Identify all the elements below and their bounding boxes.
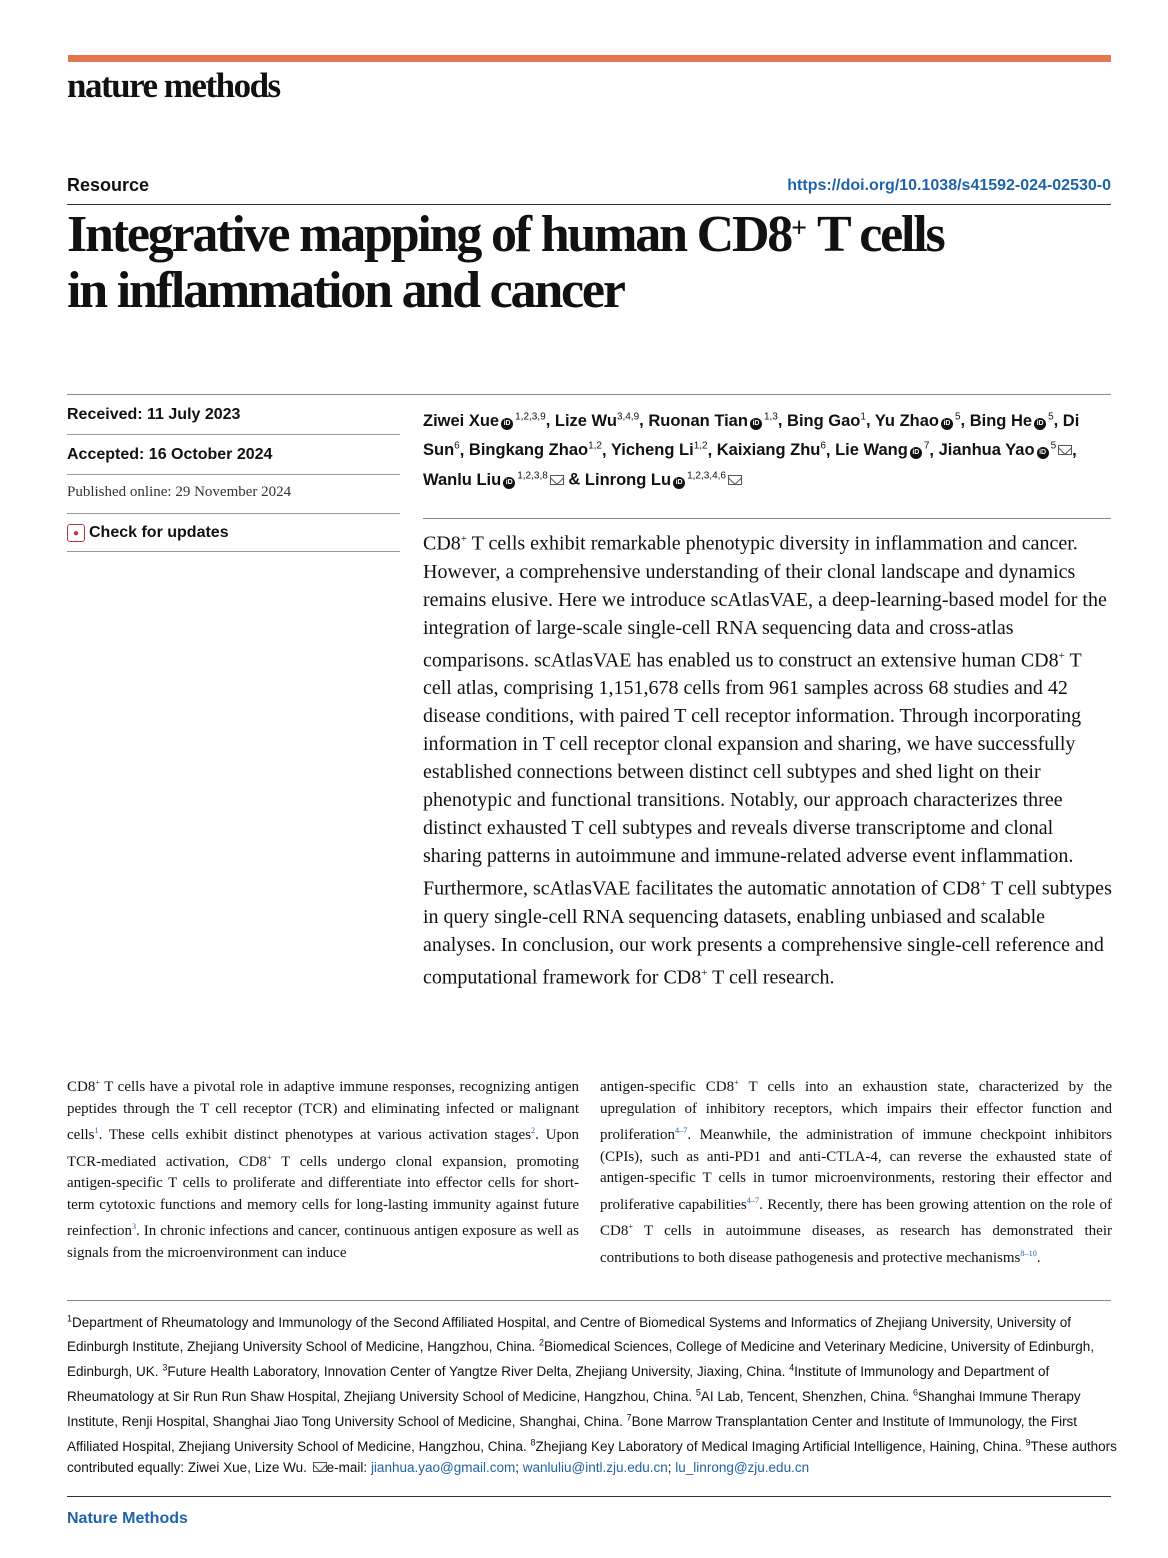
author-name: Linrong Lu [584,470,672,489]
body-text-left: CD8+ T cells have a pivotal role in adaptive immune responses, recognizing antigen peptides through the T cell receptor (TCR) and eliminating infected or malignant cells$^1$. These cells exhibit distinct phenotypes at various activation stages$^2$. Upon TCR-mediated activation, CD8+ T cells undergo clonal expansion, promoting antigen-specific T cells to proliferate and differentiate into effector cells for short-term cytotoxic functions and memory cells for long-lasting immunity against future reinfection$^3$. In chronic infections and cancer, continuous antigen exposure as well as signals from the microenvironment can induce [67,1078,579,1261]
author[interactable] [611,441,708,459]
mail-icon[interactable] [1058,445,1072,455]
check-updates-icon: ● [67,524,85,542]
author[interactable] [970,412,1054,430]
top-accent-bar [68,55,1111,62]
orcid-icon[interactable]: iD [1037,447,1049,459]
meta-divider [67,513,400,514]
meta-divider [67,434,400,435]
author-affiliation: 1,2 [588,440,602,452]
published-date: Published online: 29 November 2024 [67,484,292,500]
author-affiliation: 6 [454,440,460,452]
author[interactable] [835,441,929,459]
body-column-left [67,1072,579,1264]
author-name: Yicheng Li [610,441,694,459]
author-affiliation: 1,2,3,8 [517,470,548,481]
author-name: Yu Zhao [874,411,939,430]
author-name: Lize Wu [554,411,617,430]
author[interactable] [585,471,742,489]
footer-rule [67,1496,1111,1497]
affiliation-text: $^1$Department of Rheumatology and Immunology of the Second Affiliated Hospital, and Centre of Biomedical Systems and Informatics of Zhejiang University, University of Edinburgh Institute, Zhejiang University School of Medicine, Hangzhou, China. $^2$Biomedical Sciences, College of Medicine and Veterinary Medicine, University of Edinburgh, Edinburgh, UK. $^3$Future Health Laboratory, Innovation Center of Yangtze River Delta, Zhejiang University, Jiaxing, China. $^4$Institute of Immunology and Department of Rheumatology at Sir Run Run Shaw Hospital, Zhejiang University School of Medicine, Hangzhou, China. $^5$AI Lab, Tencent, Shenzhen, China. $^6$Shanghai Immune Therapy Institute, Renji Hospital, Shanghai Jiao Tong University School of Medicine, Shanghai, China. $^7$Bone Marrow Transplantation Center and Institute of Immunology, the First Affiliated Hospital, Zhejiang University School of Medicine, Hangzhou, China. $^8$Zhejiang Key Laboratory of Medical Imaging Artificial Intelligence, Haining, China. $^9$These authors contributed equally: Ziwei Xue, Lize Wu. [67,1313,1117,1476]
author-affiliation: 7 [923,440,930,452]
author[interactable] [423,412,546,430]
author-affiliation: 3,4,9 [616,411,640,422]
title-rule [67,394,1111,395]
email-link[interactable]: lu_linrong@zju.edu.cn [675,1460,810,1476]
author-affiliation: 1 [860,411,866,422]
mail-icon[interactable] [550,475,564,485]
author[interactable] [939,441,1073,459]
author[interactable] [469,441,602,459]
email-link[interactable]: jianhua.yao@gmail.com [370,1460,516,1476]
author-affiliation: 1,3 [763,411,778,422]
title-part1: Integrative mapping of human CD8 [67,206,792,263]
abstract [423,525,1113,992]
meta-divider [67,551,400,552]
title-line2: in inflammation and cancer [67,262,624,319]
author-name: Bing Gao [787,411,861,430]
author-affiliation: 1,2,3,4,6 [687,470,726,481]
affiliation-rule [67,1300,1111,1301]
orcid-icon[interactable]: iD [673,477,685,489]
author-name: Bingkang Zhao [468,441,589,459]
abstract-rule [423,518,1111,519]
author-affiliation: 1,2 [693,440,708,452]
mail-icon[interactable] [728,475,742,485]
author[interactable] [423,471,564,489]
author-name: Bing He [969,411,1033,430]
doi-link[interactable]: https://doi.org/10.1038/s41592-024-02530-0 [787,177,1111,194]
abstract-text: CD8+ T cells exhibit remarkable phenotypic diversity in inflammation and cancer. However, a comprehensive understanding of their clonal landscape and dynamics remains elusive. Here we introduce scAtlasVAE, a deep-learning-based model for the integration of large-scale single-cell RNA sequencing data and cross-atlas comparisons. scAtlasVAE has enabled us to construct an extensive human CD8+ T cell atlas, comprising 1,151,678 cells from 961 samples across 68 studies and 42 disease conditions, with paired T cell receptor information. Through incorporating information in T cell receptor clonal expansion and sharing, we have successfully established connections between distinct cell subtypes and shed light on their phenotypic and functional transitions. Notably, our approach characterizes three distinct exhausted T cell subtypes and reveals diverse transcriptome and clonal sharing patterns in autoimmune and immune-related adverse event inflammation. Furthermore, scAtlasVAE facilitates the automatic annotation of CD8+ T cell subtypes in query single-cell RNA sequencing datasets, enabling unbiased and scalable analyses. In conclusion, our work presents a comprehensive single-cell reference and computational framework for CD8+ T cell research. [423,532,1112,989]
body-column-right [600,1072,1112,1269]
check-updates-label: Check for updates [89,524,229,541]
author-name: Jianhua Yao [938,441,1035,459]
orcid-icon[interactable]: iD [750,418,762,430]
mail-icon [313,1462,327,1472]
author-name: Lie Wang [835,441,908,459]
author-name: Di Sun [423,411,1080,459]
author[interactable] [555,412,639,430]
author[interactable] [875,412,961,430]
author-affiliation: 1,2,3,9 [515,411,546,422]
author-name: Ziwei Xue [423,411,500,430]
orcid-icon[interactable]: iD [503,477,515,489]
orcid-icon[interactable]: iD [910,447,922,459]
meta-divider [67,474,400,475]
article-type: Resource [67,175,150,195]
author-name: Kaixiang Zhu [716,441,821,459]
author-affiliation: 5 [954,411,961,422]
author-affiliation: 5 [1048,411,1054,422]
article-title [67,207,1127,319]
check-updates-button[interactable] [67,524,229,542]
author-affiliation: 5 [1050,440,1057,452]
author-list: Ziwei Xue iD$^{1,2,3,9}$, Lize Wu$^{3,4,9}$, Ruonan Tian iD$^{1,3}$, Bing Gao$^1$, Yu Zhao $iD^5$, Bing He $iD^5$, Di Sun$^6$, Bingkang Zhao$^{1,2}$, Yicheng Li$^{1,2}$, Kaixiang Zhu$^6$, Lie Wang $iD^7$, Jianhua Yao $iD^5$ , Wanlu Liu iD$^{1,2,3,8}$ & Linrong Lu iD$^{1,2,3,4,6}$ [423,411,1080,489]
journal-name: nature methods [67,66,280,105]
affiliations: $^1$Department of Rheumatology and Immunology of the Second Affiliated Hospital, and Centre of Biomedical Systems and Informatics of Zhejiang University, University of Edinburgh Institute, Zhejiang University School of Medicine, Hangzhou, China. $^2$Biomedical Sciences, College of Medicine and Veterinary Medicine, University of Edinburgh, Edinburgh, UK. $^3$Future Health Laboratory, Innovation Center of Yangtze River Delta, Zhejiang University, Jiaxing, China. $^4$Institute of Immunology and Department of Rheumatology at Sir Run Run Shaw Hospital, Zhejiang University School of Medicine, Hangzhou, China. $^5$AI Lab, Tencent, Shenzhen, China. $^6$Shanghai Immune Therapy Institute, Renji Hospital, Shanghai Jiao Tong University School of Medicine, Shanghai, China. $^7$Bone Marrow Transplantation Center and Institute of Immunology, the First Affiliated Hospital, Zhejiang University School of Medicine, Hangzhou, China. $^8$Zhejiang Key Laboratory of Medical Imaging Artificial Intelligence, Haining, China. $^9$These authors contributed equally: Ziwei Xue, Lize Wu. e-mail: jianhua.yao@gmail.com; wanluliu@intl.zju.edu.cn; lu_linrong@zju.edu.cn [67,1313,1117,1476]
title-superscript: + [791,213,808,244]
author-name: Wanlu Liu [423,470,502,489]
email-link[interactable]: wanluliu@intl.zju.edu.cn [522,1460,668,1476]
title-part2: T cells [807,206,944,263]
author[interactable] [717,441,826,459]
author-name: Ruonan Tian [648,411,748,430]
author[interactable] [648,412,778,430]
orcid-icon[interactable]: iD [941,418,953,430]
body-text-right: antigen-specific CD8+ T cells into an exhaustion state, characterized by the upregulation of inhibitory receptors, which impairs their effector function and proliferation$^{4-7}$. Meanwhile, the administration of immune checkpoint inhibitors (CPIs), such as anti-PD1 and anti-CTLA-4, can reverse the exhausted state of antigen-specific T cells in tumor microenvironments, restoring their effector and proliferative capabilities$^{4-7}$. Recently, there has been growing attention on the role of CD8+ T cells in autoimmune diseases, as research has demonstrated their contributions to both disease pathogenesis and protective mechanisms$^{8-10}$. [600,1078,1112,1266]
email-label: e-mail: [326,1460,368,1476]
author[interactable] [787,412,866,430]
orcid-icon[interactable]: iD [1034,418,1046,430]
author-affiliation: 6 [820,440,826,452]
orcid-icon[interactable]: iD [501,418,513,430]
footer-journal: Nature Methods [67,1510,188,1527]
received-date: Received: 11 July 2023 [67,406,241,423]
header-rule [67,204,1111,205]
accepted-date: Accepted: 16 October 2024 [67,446,273,463]
